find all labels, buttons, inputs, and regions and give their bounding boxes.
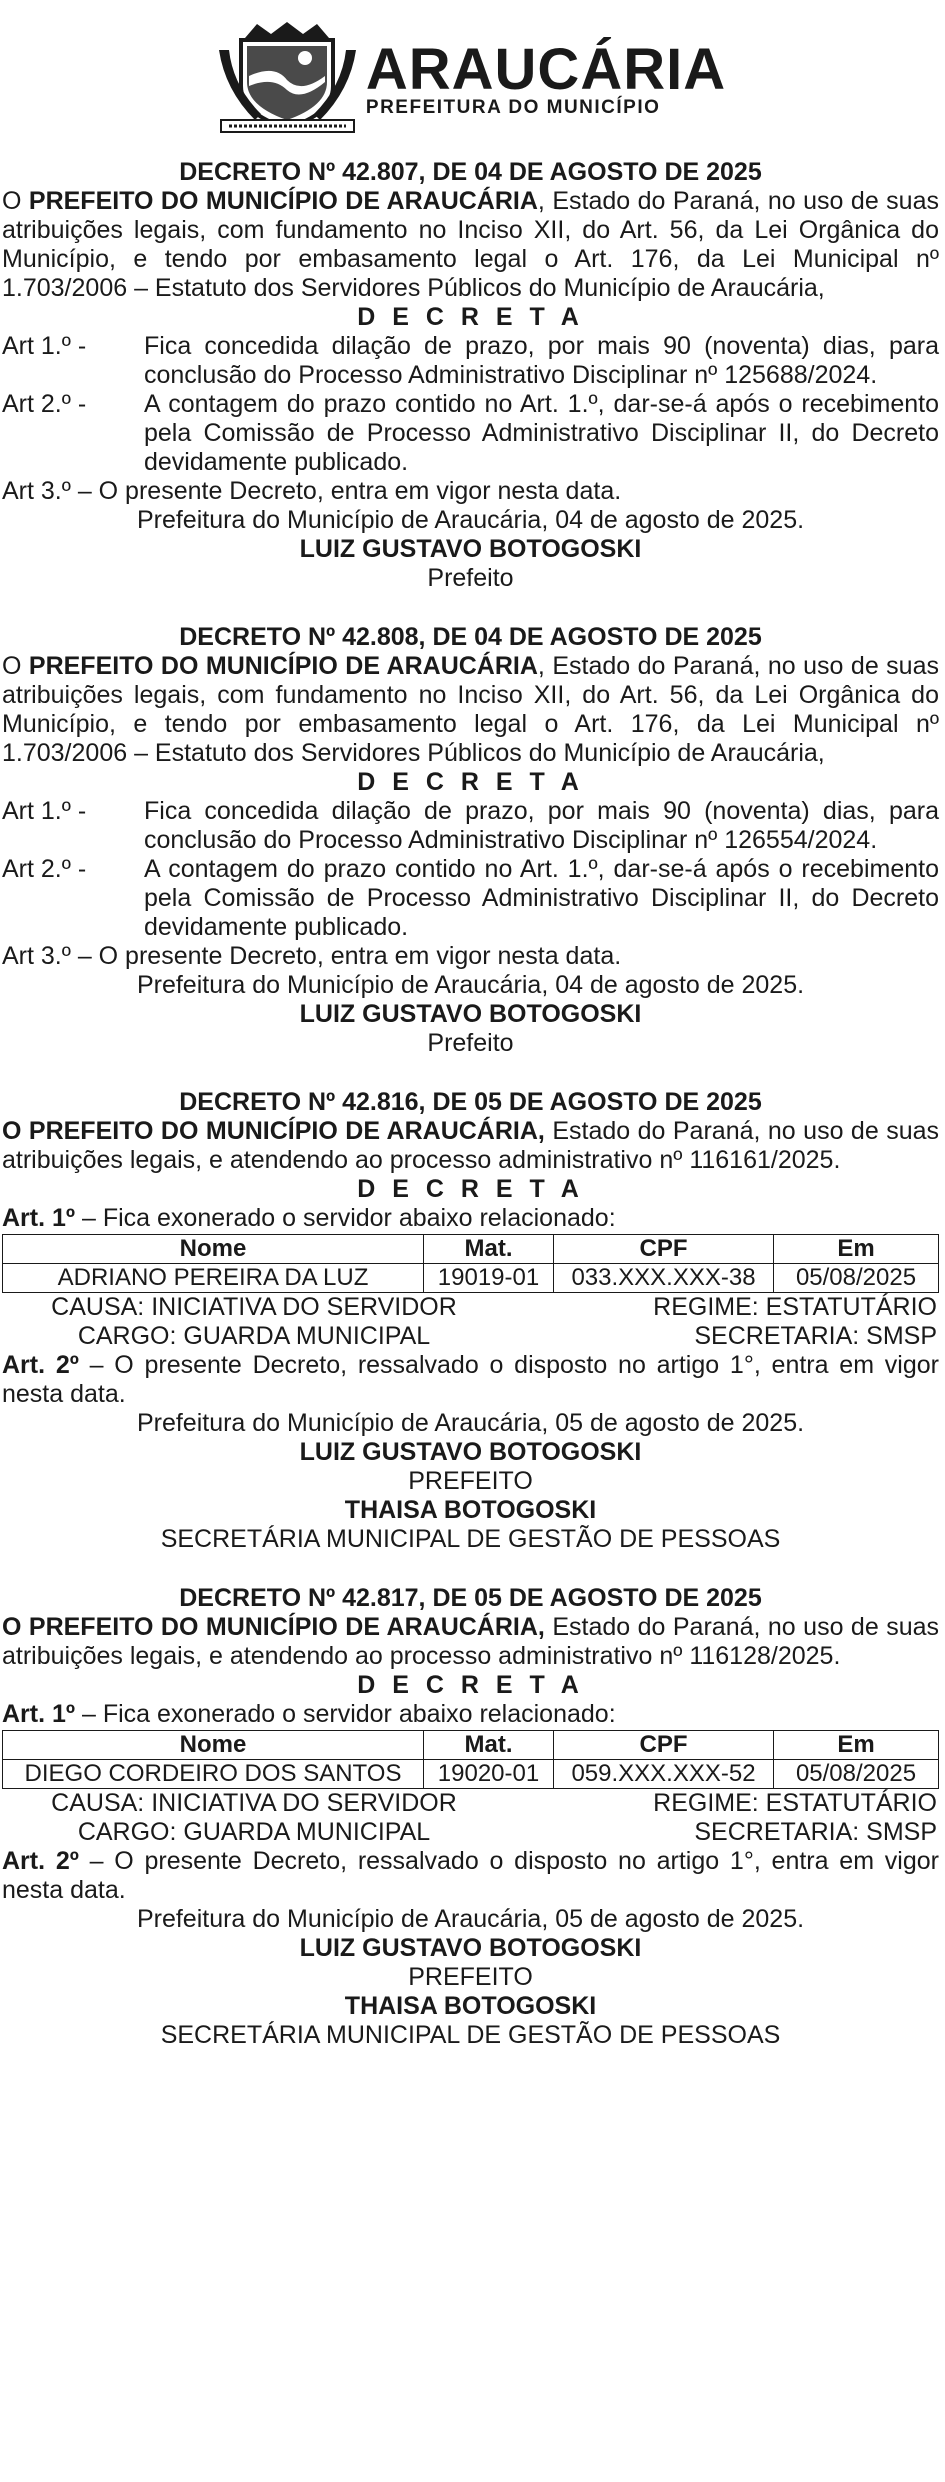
cell-nome: ADRIANO PEREIRA DA LUZ bbox=[3, 1264, 424, 1293]
signer-name bbox=[2, 1438, 939, 1467]
article-2 bbox=[2, 1351, 939, 1409]
article-text: – O presente Decreto, ressalvado o disposto no artigo 1°, entra em vigor nesta data. bbox=[2, 1351, 939, 1408]
decree-title: DECRETO Nº 42.817, DE 05 DE AGOSTO DE 2025 bbox=[179, 1584, 762, 1612]
article-3: Art 3.º – O presente Decreto, entra em vigor nesta data. bbox=[2, 942, 622, 970]
cosigner-name-text: THAISA BOTOGOSKI bbox=[344, 1496, 597, 1524]
article-1 bbox=[2, 1204, 939, 1233]
causa: CAUSA: INICIATIVA DO SERVIDOR bbox=[51, 1789, 457, 1817]
masthead-name: ARAUCÁRIA bbox=[365, 37, 727, 102]
employee-details bbox=[2, 1789, 939, 1847]
preamble-text: , Estado do Paraná, no uso de suas atribuições legais, com fundamento no Inciso XII, do Art. 56, da Lei Orgânica do Município, e tendo por embasamento legal o Art. 176, da Lei Municipal nº 1.703/2006 – Estatuto dos Servidores Públicos do Município de Araucária, bbox=[2, 652, 939, 767]
column-header-em: Em bbox=[774, 1235, 939, 1264]
employee-details bbox=[2, 1293, 939, 1351]
decree-preamble bbox=[2, 187, 939, 303]
article-3: Art 3.º – O presente Decreto, entra em vigor nesta data. bbox=[2, 477, 622, 505]
article-2 bbox=[2, 1847, 939, 1905]
article-text: A contagem do prazo contido no Art. 1.º, dar-se-á após o recebimento pela Comissão de Processo Administrativo Disciplinar II, do Decreto devidamente publicado. bbox=[144, 390, 939, 476]
decreta-heading: D E C R E T A bbox=[357, 1671, 584, 1699]
cell-nome: DIEGO CORDEIRO DOS SANTOS bbox=[3, 1760, 424, 1789]
column-header-nome: Nome bbox=[3, 1235, 424, 1264]
article-text: – Fica exonerado o servidor abaixo relacionado: bbox=[75, 1204, 616, 1232]
secretaria: SECRETARIA: SMSP bbox=[694, 1322, 937, 1350]
decreta-heading: D E C R E T A bbox=[357, 303, 584, 331]
cosigner-name-text: THAISA BOTOGOSKI bbox=[344, 1992, 597, 2020]
cell-em: 05/08/2025 bbox=[774, 1264, 939, 1293]
place-date: Prefeitura do Município de Araucária, 04 de agosto de 2025. bbox=[136, 971, 805, 999]
column-header-mat: Mat. bbox=[424, 1235, 554, 1264]
signer-name bbox=[2, 1934, 939, 1963]
signer-name-text: LUIZ GUSTAVO BOTOGOSKI bbox=[299, 535, 642, 563]
cosigner-role: SECRETÁRIA MUNICIPAL DE GESTÃO DE PESSOAS bbox=[160, 2021, 781, 2049]
table-row bbox=[3, 1264, 939, 1293]
article-number: Art. 1º bbox=[2, 1204, 76, 1232]
column-header-cpf: CPF bbox=[554, 1731, 774, 1760]
signer-name-text: LUIZ GUSTAVO BOTOGOSKI bbox=[299, 1000, 642, 1028]
cargo: CARGO: GUARDA MUNICIPAL bbox=[77, 1322, 431, 1350]
column-header-cpf: CPF bbox=[554, 1235, 774, 1264]
article-number: Art. 2º bbox=[2, 1847, 79, 1875]
signer-role: Prefeito bbox=[427, 564, 514, 592]
signer-name-text: LUIZ GUSTAVO BOTOGOSKI bbox=[299, 1438, 642, 1466]
decree-title: DECRETO Nº 42.808, DE 04 DE AGOSTO DE 2025 bbox=[179, 623, 762, 651]
place-date: Prefeitura do Município de Araucária, 04 de agosto de 2025. bbox=[136, 506, 805, 534]
decreta-heading: D E C R E T A bbox=[357, 768, 584, 796]
column-header-mat: Mat. bbox=[424, 1731, 554, 1760]
article-text: Fica concedida dilação de prazo, por mais 90 (noventa) dias, para conclusão do Processo Administrativo Disciplinar nº 125688/2024. bbox=[144, 332, 939, 389]
preamble-authority: PREFEITO DO MUNICÍPIO DE ARAUCÁRIA bbox=[28, 652, 538, 680]
article-1 bbox=[2, 332, 939, 390]
article-1 bbox=[2, 797, 939, 855]
decree-title: DECRETO Nº 42.816, DE 05 DE AGOSTO DE 2025 bbox=[179, 1088, 762, 1116]
article-text: Fica concedida dilação de prazo, por mais 90 (noventa) dias, para conclusão do Processo Administrativo Disciplinar nº 126554/2024. bbox=[144, 797, 939, 854]
regime: REGIME: ESTATUTÁRIO bbox=[653, 1293, 937, 1321]
regime: REGIME: ESTATUTÁRIO bbox=[653, 1789, 937, 1817]
preamble-text: Estado do Paraná, no uso de suas atribuições legais, e atendendo ao processo administrativo nº 116161/2025. bbox=[2, 1117, 939, 1174]
article-number: Art 1.º - bbox=[2, 797, 87, 825]
article-1 bbox=[2, 1700, 939, 1729]
municipal-coat-of-arms-icon bbox=[215, 20, 360, 136]
decreta-heading: D E C R E T A bbox=[357, 1175, 584, 1203]
cell-mat: 19019-01 bbox=[424, 1264, 554, 1293]
column-header-em: Em bbox=[774, 1731, 939, 1760]
preamble-lead: O bbox=[2, 187, 29, 215]
article-text: A contagem do prazo contido no Art. 1.º, dar-se-á após o recebimento pela Comissão de Processo Administrativo Disciplinar II, do Decreto devidamente publicado. bbox=[144, 855, 939, 941]
secretaria: SECRETARIA: SMSP bbox=[694, 1818, 937, 1846]
decree-42816 bbox=[2, 1088, 939, 1554]
signer-role: PREFEITO bbox=[408, 1963, 533, 1991]
cell-mat: 19020-01 bbox=[424, 1760, 554, 1789]
masthead bbox=[2, 14, 939, 142]
preamble-lead: O bbox=[2, 652, 29, 680]
preamble-authority: O PREFEITO DO MUNICÍPIO DE ARAUCÁRIA, bbox=[2, 1613, 545, 1641]
article-text: – Fica exonerado o servidor abaixo relacionado: bbox=[75, 1700, 616, 1728]
decree-42807 bbox=[2, 158, 939, 593]
employee-table bbox=[2, 1234, 939, 1293]
table-header-row bbox=[3, 1235, 939, 1264]
table-row bbox=[3, 1760, 939, 1789]
preamble-authority: O PREFEITO DO MUNICÍPIO DE ARAUCÁRIA, bbox=[2, 1117, 545, 1145]
place-date: Prefeitura do Município de Araucária, 05 de agosto de 2025. bbox=[136, 1905, 805, 1933]
masthead-subtitle: PREFEITURA DO MUNICÍPIO bbox=[365, 97, 661, 118]
signer-name bbox=[2, 1000, 939, 1029]
signer-role: PREFEITO bbox=[408, 1467, 533, 1495]
article-number: Art. 1º bbox=[2, 1700, 76, 1728]
decree-preamble bbox=[2, 1117, 939, 1175]
cell-cpf: 059.XXX.XXX-52 bbox=[554, 1760, 774, 1789]
employee-table bbox=[2, 1730, 939, 1789]
article-number: Art 1.º - bbox=[2, 332, 87, 360]
signer-name bbox=[2, 535, 939, 564]
article-2 bbox=[2, 390, 939, 477]
preamble-text: , Estado do Paraná, no uso de suas atribuições legais, com fundamento no Inciso XII, do Art. 56, da Lei Orgânica do Município, e tendo por embasamento legal o Art. 176, da Lei Municipal nº 1.703/2006 – Estatuto dos Servidores Públicos do Município de Araucária, bbox=[2, 187, 939, 302]
article-number: Art. 2º bbox=[2, 1351, 79, 1379]
decree-42817 bbox=[2, 1584, 939, 2050]
cosigner-name bbox=[2, 1992, 939, 2021]
signer-role: Prefeito bbox=[427, 1029, 514, 1057]
place-date: Prefeitura do Município de Araucária, 05 de agosto de 2025. bbox=[136, 1409, 805, 1437]
signer-name-text: LUIZ GUSTAVO BOTOGOSKI bbox=[299, 1934, 642, 1962]
article-number: Art 2.º - bbox=[2, 855, 87, 883]
cosigner-role: SECRETÁRIA MUNICIPAL DE GESTÃO DE PESSOAS bbox=[160, 1525, 781, 1553]
article-text: – O presente Decreto, ressalvado o disposto no artigo 1°, entra em vigor nesta data. bbox=[2, 1847, 939, 1904]
article-number: Art 2.º - bbox=[2, 390, 87, 418]
table-header-row bbox=[3, 1731, 939, 1760]
column-header-nome: Nome bbox=[3, 1731, 424, 1760]
preamble-authority: PREFEITO DO MUNICÍPIO DE ARAUCÁRIA bbox=[28, 187, 538, 215]
cell-em: 05/08/2025 bbox=[774, 1760, 939, 1789]
cell-cpf: 033.XXX.XXX-38 bbox=[554, 1264, 774, 1293]
preamble-text: Estado do Paraná, no uso de suas atribuições legais, e atendendo ao processo administrativo nº 116128/2025. bbox=[2, 1613, 939, 1670]
decree-title: DECRETO Nº 42.807, DE 04 DE AGOSTO DE 2025 bbox=[179, 158, 762, 186]
article-2 bbox=[2, 855, 939, 942]
decree-preamble bbox=[2, 1613, 939, 1671]
decree-preamble bbox=[2, 652, 939, 768]
cosigner-name bbox=[2, 1496, 939, 1525]
cargo: CARGO: GUARDA MUNICIPAL bbox=[77, 1818, 431, 1846]
causa: CAUSA: INICIATIVA DO SERVIDOR bbox=[51, 1293, 457, 1321]
decree-42808 bbox=[2, 623, 939, 1058]
